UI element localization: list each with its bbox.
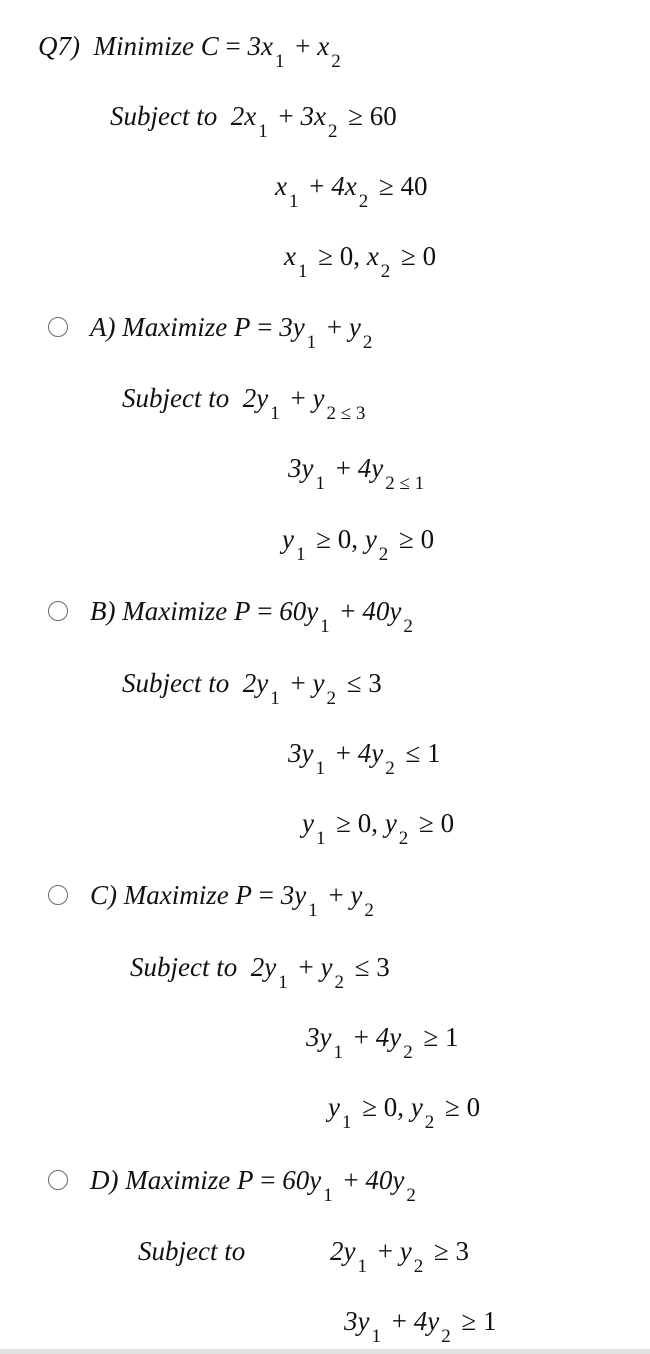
objective-word: Maximize bbox=[122, 312, 228, 342]
relation: ≤ bbox=[354, 952, 370, 982]
option-d-objective bbox=[90, 1165, 420, 1206]
objective-term-1: 3x bbox=[247, 31, 273, 61]
rhs: 3 bbox=[376, 952, 390, 982]
option-b-constraint-2 bbox=[288, 738, 441, 779]
term: 3y bbox=[344, 1306, 370, 1336]
term: x bbox=[284, 241, 296, 271]
subscript: 2 bbox=[327, 121, 338, 142]
relation: ≥ bbox=[401, 241, 416, 271]
operator: + bbox=[326, 312, 343, 342]
objective-lhs: P bbox=[236, 1165, 254, 1195]
option-c-constraint-1 bbox=[130, 952, 390, 993]
term: y bbox=[348, 312, 361, 342]
option-b-constraint-1 bbox=[122, 668, 382, 709]
rhs: 0 bbox=[466, 1092, 481, 1122]
operator: + bbox=[309, 171, 325, 201]
operator: + bbox=[377, 1236, 393, 1266]
rhs: 1 bbox=[483, 1306, 497, 1336]
relation: ≥ bbox=[433, 1236, 449, 1266]
subscript: 2 bbox=[364, 900, 374, 921]
term: 2x bbox=[230, 101, 257, 131]
subscript: 2 bbox=[413, 1256, 424, 1277]
term: 2y bbox=[330, 1236, 356, 1266]
bottom-divider bbox=[0, 1349, 650, 1354]
question-label: Q7) bbox=[38, 31, 80, 61]
term: 3x bbox=[300, 101, 326, 131]
subscript: 1 bbox=[357, 1256, 367, 1277]
objective-eq: = bbox=[260, 1165, 276, 1195]
subscript: 1 bbox=[306, 332, 317, 353]
subject-to-label: Subject to bbox=[138, 1236, 246, 1266]
option-c-constraint-2 bbox=[306, 1022, 459, 1063]
subscript: 1 bbox=[341, 1112, 352, 1133]
option-label: A) bbox=[90, 312, 116, 342]
objective-word: Maximize bbox=[122, 596, 228, 626]
subscript: 2 bbox=[441, 1326, 451, 1347]
subscript: 2 bbox=[358, 191, 369, 212]
operator: + bbox=[278, 101, 294, 131]
subscript: 2 bbox=[380, 261, 391, 282]
relation: ≥ 0, bbox=[318, 241, 361, 271]
objective-word: Minimize bbox=[93, 31, 194, 61]
operator: + bbox=[335, 738, 351, 768]
subscript: 2 bbox=[362, 332, 373, 353]
subscript: 1 bbox=[371, 1326, 381, 1347]
question-constraint-3 bbox=[284, 241, 437, 282]
subscript: 1 bbox=[323, 1185, 333, 1206]
subscript: 1 bbox=[295, 544, 306, 565]
option-b-objective bbox=[90, 596, 417, 637]
relation: ≤ bbox=[346, 668, 362, 698]
term: y bbox=[282, 524, 294, 554]
term: y bbox=[328, 1092, 340, 1122]
term: 2y bbox=[250, 952, 277, 982]
term: 4y bbox=[413, 1306, 440, 1336]
option-a-constraint-2 bbox=[288, 453, 428, 494]
objective-term-1-sub: 1 bbox=[274, 51, 285, 72]
term: 3y bbox=[306, 1022, 332, 1052]
operator: + bbox=[290, 668, 306, 698]
term: 4y bbox=[357, 738, 384, 768]
term: 60y bbox=[282, 1165, 322, 1195]
relation: ≥ 0, bbox=[316, 524, 359, 554]
option-c-objective bbox=[90, 880, 378, 921]
subscript: 2 bbox=[424, 1112, 435, 1133]
question-constraint-2 bbox=[275, 171, 428, 212]
term: y bbox=[364, 524, 377, 554]
operator: + bbox=[391, 1306, 407, 1336]
objective-term-2-sub: 2 bbox=[331, 51, 341, 72]
objective-lhs: P bbox=[233, 312, 251, 342]
option-a-constraint-1 bbox=[122, 383, 369, 424]
question-objective bbox=[38, 31, 345, 72]
operator: + bbox=[328, 880, 344, 910]
option-a-objective bbox=[90, 312, 376, 353]
term: y bbox=[312, 668, 325, 698]
objective-op: + bbox=[295, 31, 311, 61]
relation: ≥ 0, bbox=[336, 808, 379, 838]
term: 40y bbox=[365, 1165, 405, 1195]
relation: ≥ bbox=[348, 101, 364, 131]
term: 2y bbox=[242, 383, 269, 413]
term: y bbox=[350, 880, 363, 910]
subject-to-label: Subject to bbox=[130, 952, 238, 982]
option-d-constraint-2 bbox=[344, 1306, 497, 1347]
term: 60y bbox=[279, 596, 319, 626]
option-a-radio[interactable] bbox=[48, 317, 68, 337]
objective-lhs: P bbox=[235, 880, 252, 910]
rhs: 1 bbox=[445, 1022, 459, 1052]
operator: + bbox=[298, 952, 314, 982]
relation: ≥ 0, bbox=[362, 1092, 405, 1122]
question-constraint-1 bbox=[110, 101, 397, 142]
subscript: 1 bbox=[315, 473, 325, 494]
subject-to-label: Subject to bbox=[110, 101, 218, 131]
term: y bbox=[302, 808, 314, 838]
rhs: 1 bbox=[427, 738, 441, 768]
term: y bbox=[384, 808, 397, 838]
operator: + bbox=[343, 1165, 359, 1195]
subscript: 2 ≤ 1 bbox=[385, 473, 425, 494]
term: 4y bbox=[357, 453, 384, 483]
term: 3y bbox=[279, 312, 305, 342]
subscript: 1 bbox=[278, 972, 288, 993]
subscript: 2 bbox=[403, 1042, 413, 1063]
term: 3y bbox=[288, 738, 314, 768]
option-d-subject-to bbox=[138, 1236, 245, 1266]
option-b-radio[interactable] bbox=[48, 601, 68, 621]
objective-lhs: P bbox=[233, 596, 251, 626]
operator: + bbox=[335, 453, 351, 483]
subscript: 2 bbox=[406, 1185, 416, 1206]
rhs: 0 bbox=[440, 808, 455, 838]
relation: ≥ bbox=[445, 1092, 460, 1122]
objective-eq: = bbox=[257, 312, 273, 342]
subscript: 2 ≤ 3 bbox=[326, 403, 366, 424]
subscript: 1 bbox=[308, 900, 318, 921]
rhs: 40 bbox=[400, 171, 428, 201]
subscript: 2 bbox=[385, 758, 395, 779]
relation: ≥ bbox=[423, 1022, 439, 1052]
term: 3y bbox=[280, 880, 307, 910]
objective-lhs: C bbox=[200, 31, 219, 61]
option-label: B) bbox=[90, 596, 116, 626]
subscript: 2 bbox=[403, 616, 413, 637]
term: x bbox=[366, 241, 379, 271]
rhs: 0 bbox=[420, 524, 435, 554]
subscript: 1 bbox=[270, 403, 280, 424]
subject-to-label: Subject to bbox=[122, 383, 230, 413]
subscript: 1 bbox=[258, 121, 268, 142]
relation: ≤ bbox=[405, 738, 421, 768]
term: 40y bbox=[362, 596, 402, 626]
option-d-radio[interactable] bbox=[48, 1170, 68, 1190]
subscript: 2 bbox=[334, 972, 344, 993]
subscript: 1 bbox=[315, 758, 325, 779]
term: y bbox=[312, 383, 325, 413]
term: 2y bbox=[242, 668, 269, 698]
term: 4y bbox=[375, 1022, 402, 1052]
objective-eq: = bbox=[258, 880, 274, 910]
relation: ≥ bbox=[378, 171, 394, 201]
relation: ≥ bbox=[419, 808, 434, 838]
option-d-constraint-1 bbox=[330, 1236, 470, 1277]
option-label: C) bbox=[90, 880, 117, 910]
rhs: 60 bbox=[369, 101, 397, 131]
objective-word: Maximize bbox=[125, 1165, 231, 1195]
option-label: D) bbox=[90, 1165, 119, 1195]
objective-eq: = bbox=[257, 596, 273, 626]
term: 4x bbox=[331, 171, 357, 201]
objective-eq: = bbox=[225, 31, 241, 61]
subscript: 2 bbox=[326, 688, 336, 709]
subscript: 2 bbox=[378, 544, 389, 565]
term: 3y bbox=[288, 453, 314, 483]
subscript: 1 bbox=[315, 828, 326, 849]
operator: + bbox=[290, 383, 306, 413]
term: y bbox=[399, 1236, 412, 1266]
relation: ≥ bbox=[399, 524, 414, 554]
subscript: 1 bbox=[333, 1042, 343, 1063]
rhs: 3 bbox=[455, 1236, 470, 1266]
relation: ≥ bbox=[461, 1306, 477, 1336]
subscript: 1 bbox=[270, 688, 280, 709]
operator: + bbox=[340, 596, 356, 626]
option-c-constraint-3 bbox=[328, 1092, 481, 1133]
term: y bbox=[410, 1092, 423, 1122]
operator: + bbox=[353, 1022, 369, 1052]
subscript: 1 bbox=[297, 261, 308, 282]
subscript: 2 bbox=[398, 828, 409, 849]
objective-term-2: x bbox=[317, 31, 330, 61]
term: y bbox=[320, 952, 333, 982]
subject-to-label: Subject to bbox=[122, 668, 230, 698]
option-c-radio[interactable] bbox=[48, 885, 68, 905]
option-b-constraint-3 bbox=[302, 808, 455, 849]
rhs: 3 bbox=[368, 668, 382, 698]
objective-word: Maximize bbox=[123, 880, 229, 910]
rhs: 0 bbox=[422, 241, 437, 271]
term: x bbox=[275, 171, 287, 201]
option-a-constraint-3 bbox=[282, 524, 435, 565]
subscript: 1 bbox=[320, 616, 330, 637]
subscript: 1 bbox=[288, 191, 299, 212]
